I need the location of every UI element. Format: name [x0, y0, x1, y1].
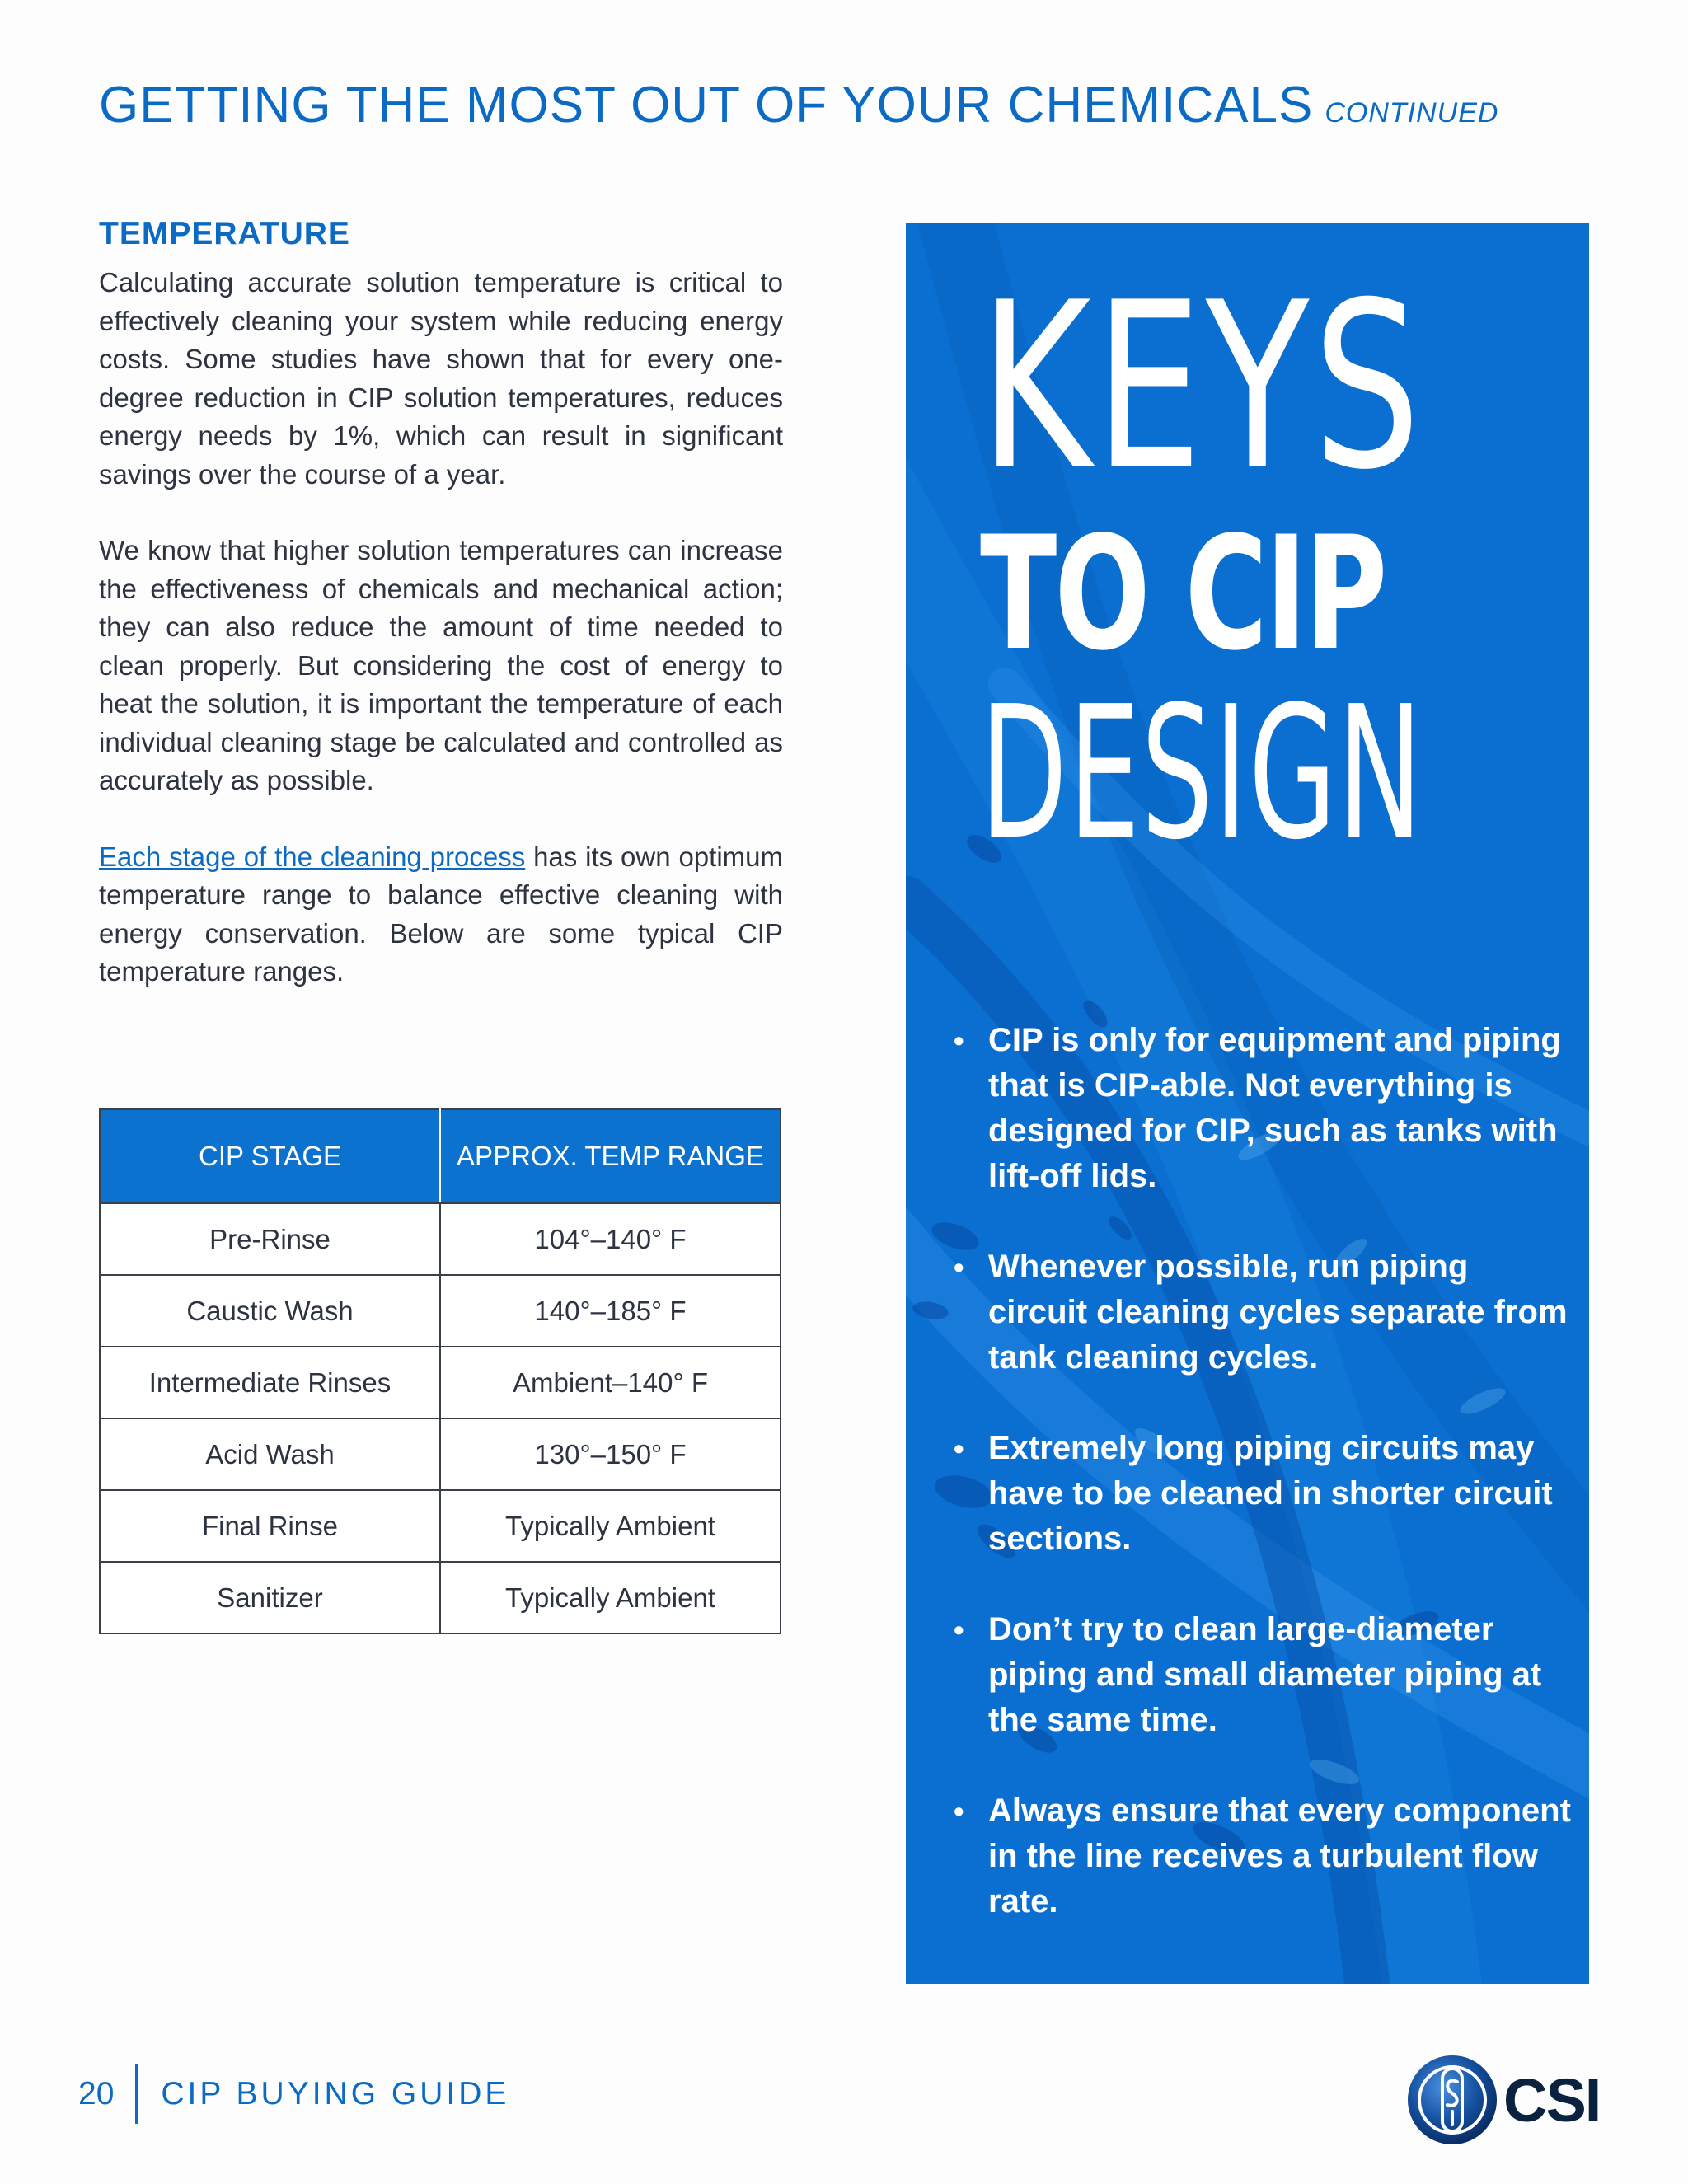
csi-logo-icon: [1406, 2054, 1498, 2146]
bullet-icon: •: [954, 1250, 964, 1284]
footer-divider: [135, 2064, 138, 2124]
temperature-table: [99, 1108, 781, 1634]
bullet-icon: •: [954, 1613, 964, 1647]
paragraph-2: We know that higher solution temperatures can increase the effectiveness of chemicals and mechanical action; they can also reduce the amount of time needed to clean properly. But considering the cost of energy to heat the solution, it is important the temperature of each individual cleaning stage be calculated and controlled as accurately as possible.: [99, 535, 783, 795]
temp-cell: Ambient–140° F: [440, 1347, 781, 1418]
csi-logo-text: CSI: [1503, 2065, 1601, 2135]
bullet-text: Extremely long piping circuits may have to be cleaned in shorter circuit sections.: [988, 1430, 1553, 1557]
header-cip-stage: CIP STAGE: [100, 1109, 440, 1203]
paragraph-1: Calculating accurate solution temperature is critical to effectively cleaning your system while reducing energy costs. Some studies have shown that for every one-degree reduction in CIP solution temperatures, reduces energy needs by 1%, which can result in significant savings over the course of a year.: [99, 267, 783, 490]
stage-cell: Sanitizer: [100, 1562, 440, 1633]
keys-title-line-3: DESIGN: [980, 668, 1423, 880]
guide-name: CIP BUYING GUIDE: [161, 2076, 510, 2111]
table-row: [100, 1490, 781, 1562]
table-row: [100, 1275, 781, 1347]
table-row: [100, 1203, 781, 1275]
keys-title: [980, 253, 1589, 880]
paragraph-3: [99, 838, 783, 991]
bullet-text: CIP is only for equipment and piping that is CIP-able. Not everything is designed for CIP, such as tanks with lift-off lids.: [988, 1022, 1561, 1194]
stage-cell: Pre-Rinse: [100, 1203, 440, 1275]
bullet-text: Don’t try to clean large-diameter piping and small diameter piping at the same time.: [988, 1611, 1542, 1738]
list-item: [947, 1788, 1573, 1924]
stage-cell: Final Rinse: [100, 1490, 440, 1562]
table-row: [100, 1562, 781, 1633]
list-item: [947, 1018, 1573, 1199]
stage-cell: Caustic Wash: [100, 1275, 440, 1347]
bullet-icon: •: [954, 1024, 964, 1057]
stage-cell: Intermediate Rinses: [100, 1347, 440, 1418]
page-footer: [78, 2064, 509, 2124]
paragraph-3-text: has its own optimum temperature range to balance effective cleaning with energy conservation. Below are some typical CIP temperature ranges.: [99, 841, 783, 987]
bullet-icon: •: [954, 1432, 964, 1465]
temp-cell: Typically Ambient: [440, 1562, 781, 1633]
temp-cell: 140°–185° F: [440, 1275, 781, 1347]
bullet-text: Always ensure that every component in the line receives a turbulent flow rate.: [988, 1793, 1571, 1919]
cleaning-process-link[interactable]: Each stage of the cleaning process: [99, 841, 526, 872]
table-row: [100, 1418, 781, 1490]
csi-logo: [1406, 2054, 1600, 2146]
keys-bullet-list: [947, 1018, 1573, 1970]
keys-title-line-2: TO CIP: [980, 503, 1386, 685]
temperature-section: [99, 216, 783, 1029]
header-temp-range: APPROX. TEMP RANGE: [440, 1109, 781, 1203]
keys-title-line-1: KEYS: [980, 253, 1424, 520]
temp-cell: 130°–150° F: [440, 1418, 781, 1490]
page-title-text: GETTING THE MOST OUT OF YOUR CHEMICALS: [99, 77, 1314, 134]
keys-to-cip-design-panel: [906, 223, 1589, 1984]
temp-cell: 104°–140° F: [440, 1203, 781, 1275]
table-header-row: [100, 1109, 781, 1203]
page-number: 20: [78, 2076, 115, 2111]
list-item: [947, 1244, 1573, 1380]
page-title: [99, 76, 1498, 134]
bullet-text: Whenever possible, run piping circuit cleaning cycles separate from tank cleaning cycles.: [988, 1249, 1568, 1376]
list-item: [947, 1426, 1573, 1562]
table-row: [100, 1347, 781, 1418]
section-heading: TEMPERATURE: [99, 216, 350, 251]
stage-cell: Acid Wash: [100, 1418, 440, 1490]
temp-cell: Typically Ambient: [440, 1490, 781, 1562]
bullet-icon: •: [954, 1794, 964, 1828]
list-item: [947, 1607, 1573, 1743]
continued-label: CONTINUED: [1325, 97, 1499, 129]
